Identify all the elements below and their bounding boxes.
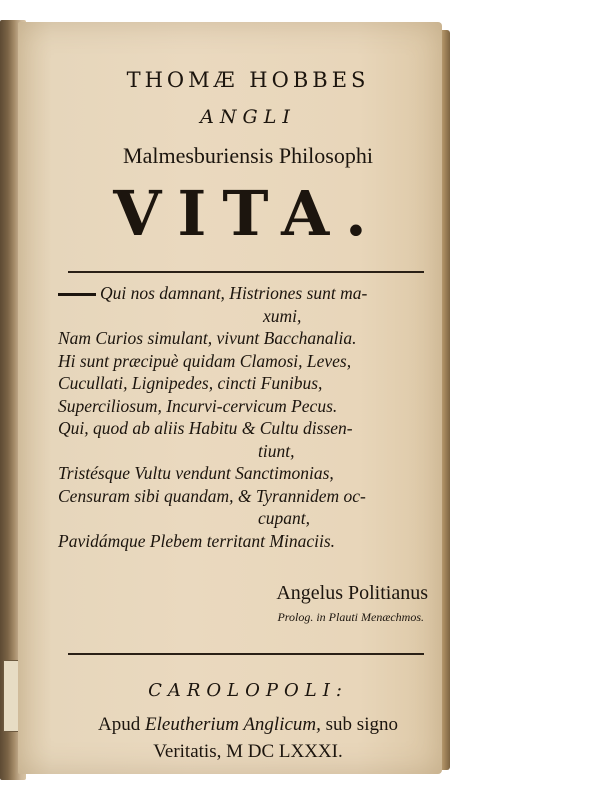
epigraph-line: tiunt,	[258, 440, 295, 461]
epigraph-attribution: Angelus Politianus	[276, 582, 428, 604]
epigraph-line: cupant,	[258, 508, 311, 528]
epigraph-line: xumi,	[263, 305, 302, 326]
dash-ornament	[58, 293, 96, 296]
epigraph	[58, 282, 438, 552]
epigraph-line: Qui, quod ab aliis Habitu & Cultu dissen-	[58, 418, 353, 438]
epigraph-line: Nam Curios simulant, vivunt Bacchanalia.	[58, 328, 357, 348]
epigraph-line: Qui nos damnant, Histriones sunt ma-	[58, 282, 438, 305]
author-name: THOMÆ HOBBES	[126, 68, 370, 92]
imprint-apud: Apud	[98, 714, 141, 735]
imprint-printer-line	[58, 714, 438, 736]
epigraph-line: Hi sunt præcipuè quidam Clamosi, Leves,	[58, 350, 352, 371]
epigraph-line: Cucullati, Lignipedes, cincti Funibus,	[58, 373, 323, 393]
epigraph-line: Pavidámque Plebem territant Minaciis.	[58, 530, 336, 551]
author-subtitle: Malmesburiensis Philosophi	[123, 143, 373, 168]
imprint-date-line: Veritatis, M DC LXXXI.	[153, 741, 343, 762]
divider-rule	[68, 271, 424, 273]
epigraph-line: Superciliosum, Incurvi-cervicum Pecus.	[58, 395, 338, 416]
title-page	[18, 22, 442, 774]
epigraph-source: Prolog. in Plauti Menæchmos.	[277, 610, 424, 624]
imprint-place: CAROLOPOLI:	[148, 680, 348, 701]
book-title: VITA.	[113, 177, 383, 250]
imprint-sign: sub signo	[325, 714, 398, 735]
imprint-printer: Eleutherium Anglicum,	[145, 714, 321, 735]
divider-rule	[68, 653, 424, 655]
epigraph-line: Tristésque Vultu vendunt Sanctimonias,	[58, 463, 334, 483]
author-nationality: ANGLI	[200, 106, 296, 128]
epigraph-line: Censuram sibi quandam, & Tyrannidem oc-	[58, 485, 366, 506]
